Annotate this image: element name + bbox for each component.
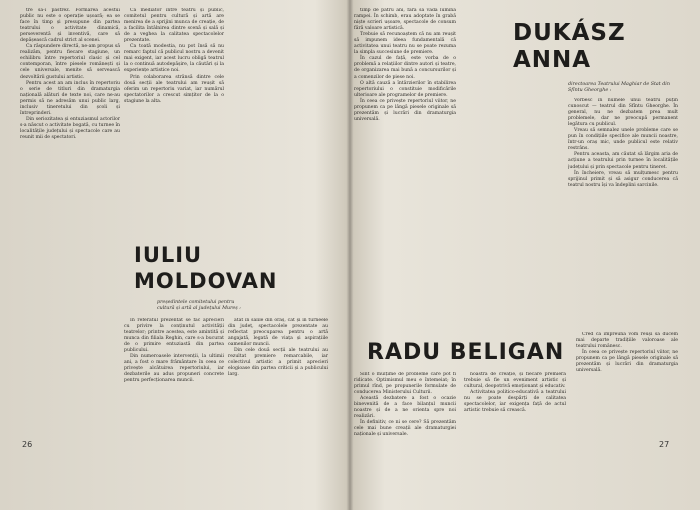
paragraph: noastră de creație, și fiecare premieră trebuie să fie un eveniment artistic și cultural, deopotrivă emoționant și educativ.: [464, 372, 566, 390]
paragraph: Ca mediator între teatru și public, comitetul pentru cultură și artă are menirea de a sprijini munca de creație, de a facilita întâlnirea dintre scenă și sală și de a veghea la calitatea spectacolelor prezentate.: [124, 8, 224, 44]
portrait-caption-dukasz: directoarea Teatrului Maghiar de Stat din Sfîntu Gheorghe :: [568, 82, 670, 93]
paragraph: tre să-i păstrez. Formarea acestui public nu este o operație ușoară; ea se face în timp și presupune din partea teatrului o activitate dinamică, perseverentă și inventivă, care să depășească cadrul strict al scenei.: [20, 8, 120, 44]
left-column-1: [20, 8, 120, 433]
paragraph: În încheiere, vreau să mulțumesc pentru sprijinul primit și să asigur conducerea că teatrul nostru își va îndeplini sarcinile.: [568, 170, 678, 188]
paragraph: Cred că împreună vom reuși să ducem mai departe tradițiile valoroase ale teatrului românesc.: [576, 332, 678, 350]
paragraph: Vreau să semnalez unele probleme care se pun în condițiile specifice ale muncii noastre, într-un oraș mic, unde publicul este relativ restrâns.: [568, 128, 678, 152]
left-page: [0, 0, 346, 510]
right-column-1: [354, 8, 456, 213]
portrait-name-dukasz-last: ANNA: [513, 47, 592, 73]
paragraph: Vorbesc în numele unui teatru puțin cunoscut — teatrul din Sfîntu Gheorghe. În general, nu ne dezbatem prea mult problemele, dar ne preocupă permanent legătura cu publicul.: [568, 98, 678, 128]
page-number-left: 26: [22, 440, 33, 449]
paragraph: Ca toată modestia, nu pot însă să nu remarc faptul că publicul nostru a devenit mai exigent, iar acest lucru obligă teatrul la o continuă autodepășire, la căutări și la experiențe artistice noi.: [124, 44, 224, 74]
left-bottom-column-1: [124, 318, 224, 438]
paragraph: Pentru aceasta, am căutat să lărgim aria de acțiune a teatrului prin turnee în localitățile județului și prin spectacole pentru tineret.: [568, 152, 678, 170]
paragraph: O altă cauză a întârzierilor în stabilirea repertoriului o constituie modificările ulterioare ale programelor de premiere.: [354, 80, 456, 98]
right-bottom-column-1: [354, 372, 456, 446]
left-column-2: [124, 8, 224, 208]
paragraph: timp de patru ani, fără să vadă lumina rampei. În schimb, erau adoptate în grabă niște scrieri ușoare, spectacole de consum fără valoare artistică.: [354, 8, 456, 32]
portrait-name-beligan: RADU BELIGAN: [367, 340, 565, 365]
page-number-right: 27: [659, 440, 670, 449]
paragraph: Prin colaborarea strânsă dintre cele două secții ale teatrului am reușit să oferim un repertoriu variat, iar numărul spectatorilor a crescut simțitor de la o stagiune la alta.: [124, 74, 224, 104]
portrait-name-dukasz-first: DUKÁSZ: [513, 20, 626, 46]
left-bottom-column-2: [228, 318, 328, 438]
portrait-name-moldovan-last: MOLDOVAN: [134, 269, 278, 293]
paragraph: Ca răspundere directă, ne-am propus să realizăm, pentru fiecare stagiune, un echilibru între repertoriul clasic și cel contemporan, între piesele românești și cele universale, menite să servească dezvoltării gustului artistic.: [20, 44, 120, 80]
paragraph: Din seriozitatea și entuziasmul actorilor s-a născut o activitate bogată, cu turnee în localitățile județului și spectacole care au reunit mii de spectatori.: [20, 116, 120, 140]
paragraph: atât în sălile din oraș, cât și în turneele din județ, spectacolele prezentate au reflectat preocuparea pentru o artă angajată, legată de viața și aspirațiile oamenilor muncii.: [228, 318, 328, 348]
paragraph: În ceea ce privește repertoriul viitor, ne propunem ca pe lângă piesele originale să prezentăm și lucrări din dramaturgia universală.: [576, 350, 678, 374]
right-column-2: [568, 98, 678, 324]
paragraph: Din numeroasele intervenții, la ultimii ani, a fost o mare frământare în ceea ce privește alcătuirea repertoriului, iar dezbaterile au adus propuneri concrete pentru perfecționarea muncii.: [124, 354, 224, 384]
portrait-caption-moldovan: președintele comitetului pentru cultură și artă al județului Mureș :: [157, 300, 241, 311]
paragraph: În ceea ce privește repertoriul viitor, ne propunem ca pe lângă piesele originale să prezentăm și lucrări din dramaturgia universală.: [354, 98, 456, 122]
portrait-name-moldovan-first: IULIU: [134, 243, 203, 267]
paragraph: Activitatea politico-educativă a teatrului nu se poate despărți de calitatea spectacolelor, iar exigența față de actul artistic trebuie să crească.: [464, 390, 566, 414]
right-page: [354, 0, 700, 510]
paragraph: Pentru acest an am inclus în repertoriu o serie de titluri din dramaturgia națională alături de texte noi, care ne-au permis să ne adresăm unui public larg, inclusiv tineretului din școli și întreprinderi.: [20, 80, 120, 116]
paragraph: Trebuie să recunoaștem că nu am reușit să impunem ideea fundamentală că activitatea unui teatru nu se poate rezuma la simpla succesiune de premiere.: [354, 32, 456, 56]
paragraph: Această dezbatere a fost o ocazie binevenită de a face bilanțul muncii noastre și de a ne orienta spre noi realizări.: [354, 396, 456, 420]
paragraph: Sînt o mulțime de probleme care pot fi ridicate. Optimismul meu e întemeiat; în primul rînd, pe propunerile formulate de conducerea Ministerului Culturii.: [354, 372, 456, 396]
right-bottom-column-3: [576, 332, 678, 446]
right-bottom-column-2: [464, 372, 566, 446]
paragraph: În definitiv, ce ni se cere? Să prezentăm cele mai bune creații ale dramaturgiei naționale și universale.: [354, 420, 456, 438]
paragraph: În cazul de față, este vorba de o problemă a relațiilor dintre autori și teatre, de organizarea mai bună a concursurilor și a comenzilor de piese noi.: [354, 56, 456, 80]
paragraph: Din cele două secții ale teatrului au rezultat premiere remarcabile, iar colectivul artistic a primit aprecieri elogioase din partea criticii și a publicului larg.: [228, 348, 328, 378]
paragraph: În referatul prezentat se fac aprecieri cu privire la conținutul activității teatrelor; printre acestea, este amintită și munca din filiala Reghin, care s-a bucurat de o primire entuziastă din partea publicului.: [124, 318, 224, 354]
